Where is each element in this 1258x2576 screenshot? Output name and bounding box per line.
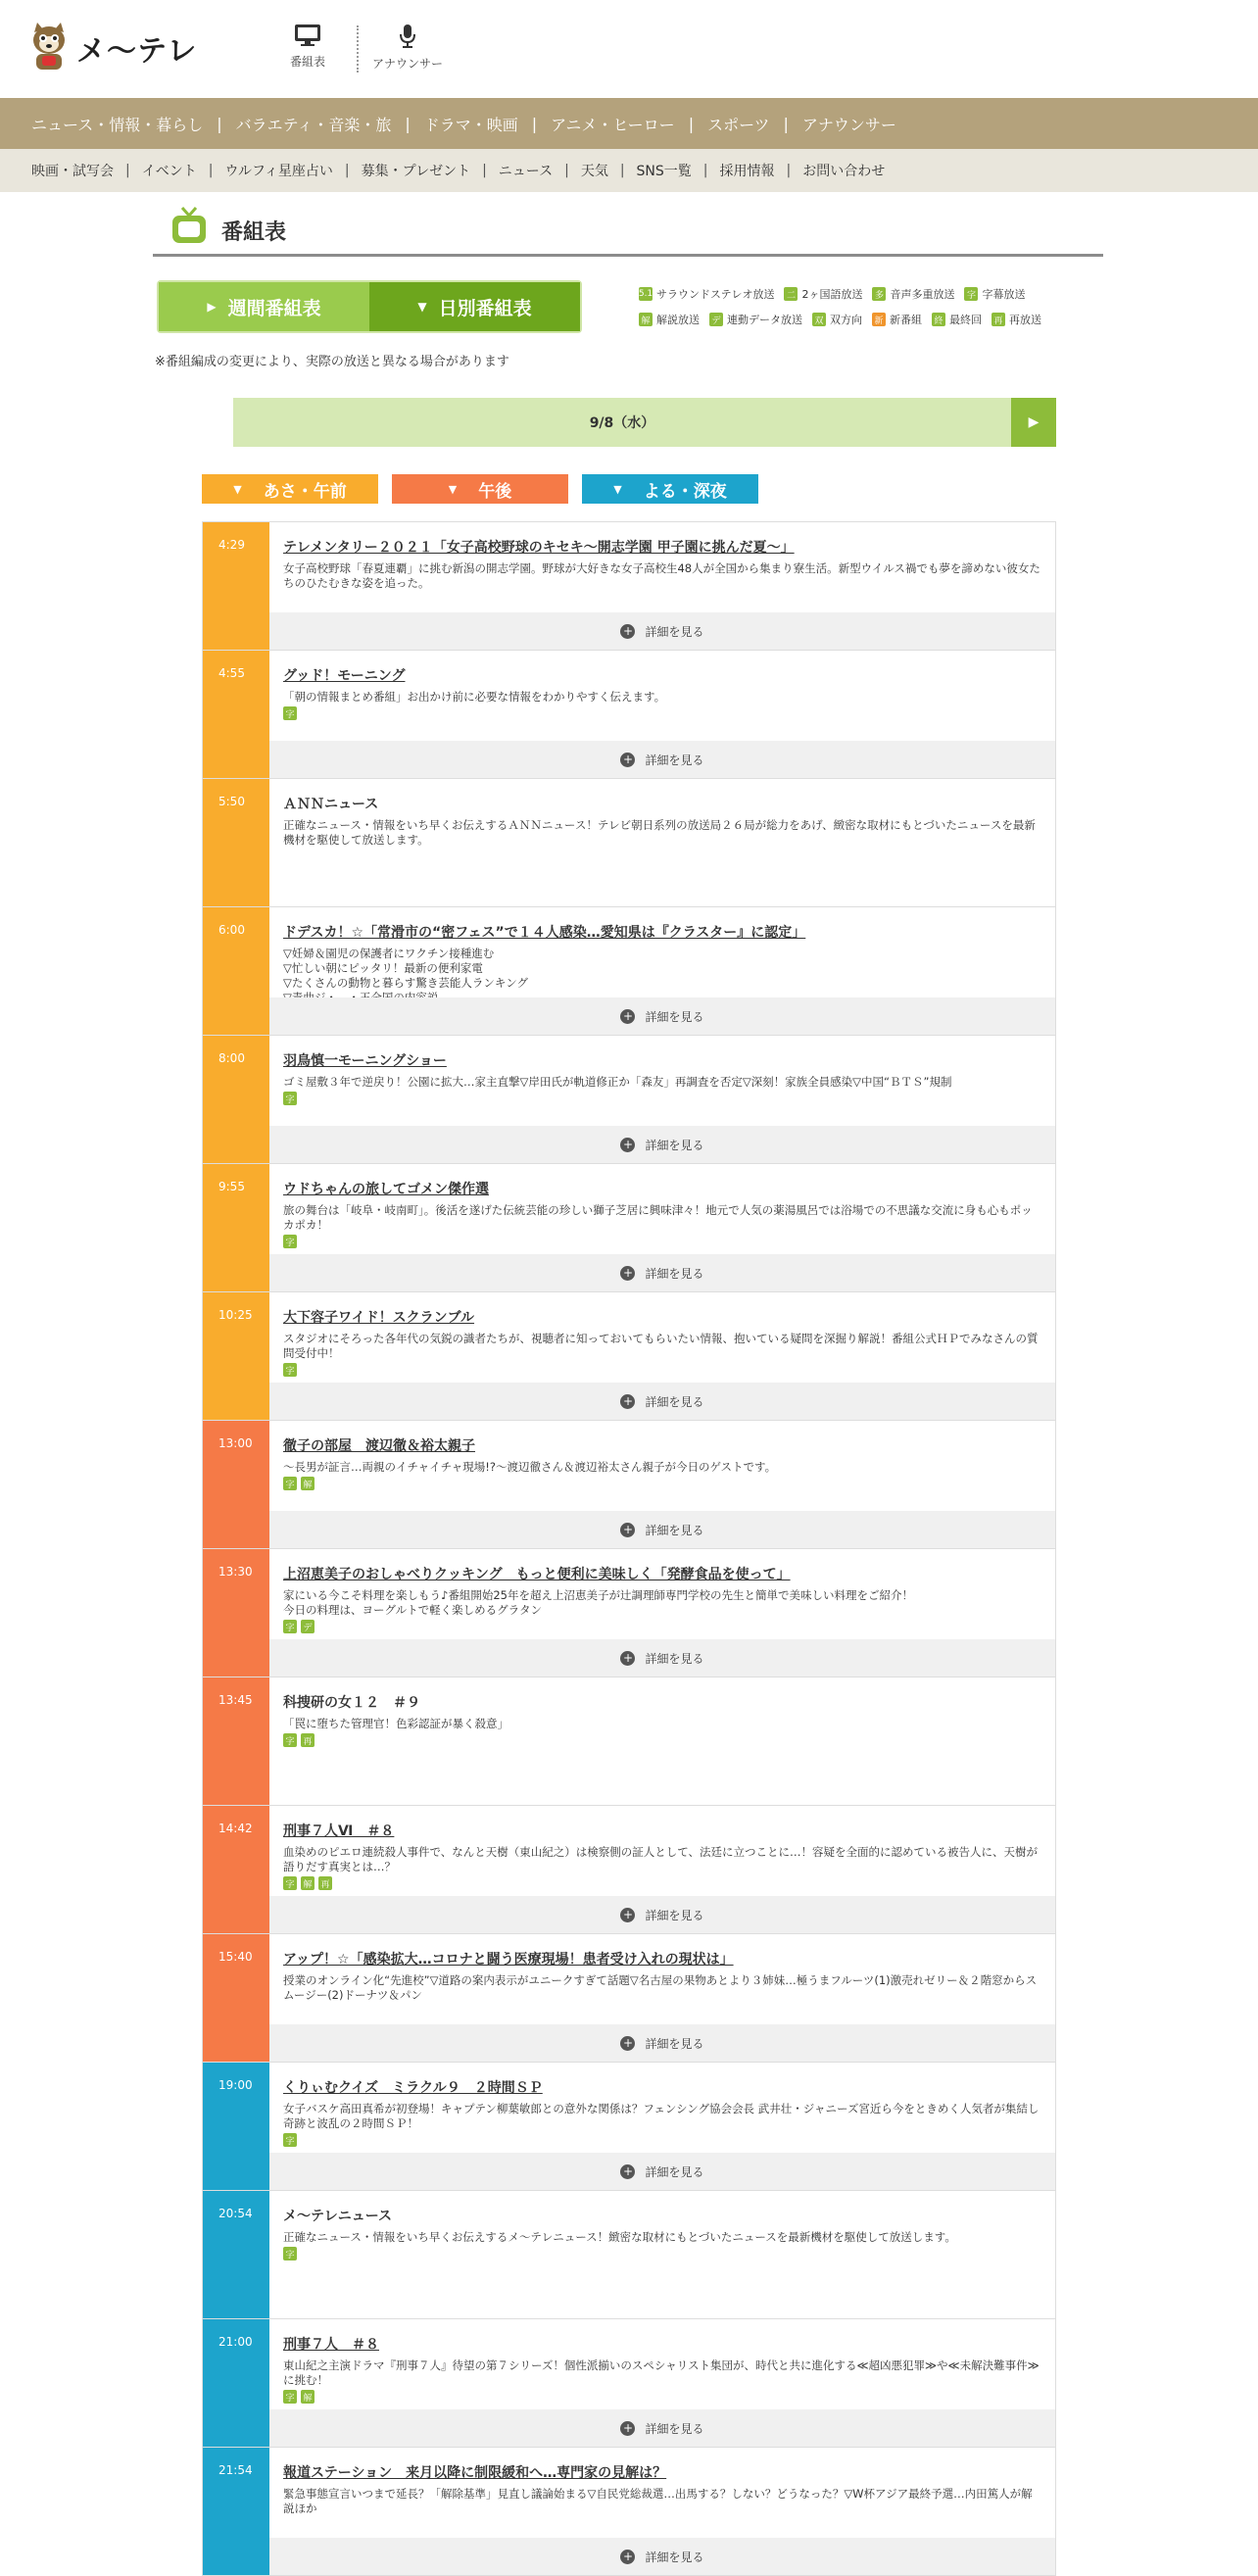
program-title[interactable]: 上沼恵美子のおしゃべりクッキング もっと便利に美味しく「発酵食品を使って」 <box>283 1567 791 1582</box>
legend-row <box>639 312 1070 327</box>
program-row <box>202 1934 1056 2063</box>
legend-label: 音声多重放送 <box>890 288 955 301</box>
tab-weekly-label: 週間番組表 <box>227 297 321 319</box>
details-button[interactable] <box>269 997 1055 1035</box>
program-row <box>202 2191 1056 2319</box>
header-divider <box>357 25 359 73</box>
program-description: ～長男が証言…両親のイチャイチャ現場!?～渡辺徹さん＆渡辺裕太さん親子が今日のゲストです。 <box>283 1460 777 1474</box>
program-description: 正確なニュース・情報をいち早くお伝えするＡＮＮニュース！テレビ朝日系列の放送局２６局が総力をあげ、緻密な取材にもとづいたニュースを最新機材を駆使して放送します。 <box>283 818 1036 847</box>
broadcast-legend <box>639 286 1070 337</box>
broadcast-badge-icon: 再 <box>301 1733 314 1747</box>
program-title[interactable]: 徹子の部屋 渡辺徹＆裕太親子 <box>283 1438 475 1454</box>
nav-separator: | <box>344 163 350 178</box>
program-badges <box>283 1235 1041 1248</box>
program-row <box>202 1421 1056 1549</box>
nav-primary-sports[interactable]: スポーツ <box>707 115 770 134</box>
broadcast-badge-icon: 解 <box>301 1876 314 1890</box>
nav-primary-anime[interactable]: アニメ・ヒーロー <box>551 115 675 134</box>
nav-separator: | <box>208 163 214 178</box>
announcer-link[interactable] <box>370 24 445 72</box>
program-body <box>283 2335 1041 2409</box>
details-label: 詳細を見る <box>645 1266 704 1281</box>
legend-label: 新番組 <box>890 314 922 326</box>
nav-separator: | <box>564 163 569 178</box>
broadcast-badge-icon: 字 <box>283 2390 297 2404</box>
broadcast-badge-icon: 字 <box>283 1092 297 1105</box>
program-body <box>283 1051 1041 1126</box>
program-description: 授業のオンライン化“先進校”▽道路の案内表示がユニークすぎて話題▽名古屋の果物あとより３姉妹…極うまフルーツ(1)激売れゼリー＆２階窓からスムージー(2)ドーナツ＆パン <box>283 1973 1038 2002</box>
time-morning-button[interactable] <box>202 474 378 504</box>
program-badges <box>283 1092 1041 1105</box>
details-button[interactable] <box>269 1639 1055 1677</box>
multiplex-icon: 多 <box>872 287 886 301</box>
legend-item <box>709 312 802 327</box>
legend-label: 解説放送 <box>656 314 700 326</box>
nav-secondary-event[interactable]: イベント <box>141 164 197 179</box>
program-description: 女子高校野球「春夏連覇」に挑む新潟の開志学園。野球が大好きな女子高校生48人が全国から集まり寮生活。新型ウイルス禍でも夢を諦めない彼女たちのひたむきな姿を追った。 <box>283 561 1040 590</box>
nav-secondary-present[interactable]: 募集・プレゼント <box>361 164 471 179</box>
microphone-icon <box>398 24 417 49</box>
details-button[interactable] <box>269 1383 1055 1420</box>
nav-separator: | <box>783 114 789 133</box>
program-row <box>202 1677 1056 1806</box>
tab-weekly[interactable] <box>159 282 369 331</box>
program-time: 10:25 <box>203 1292 269 1420</box>
broadcast-badge-icon: 字 <box>283 1876 297 1890</box>
details-button[interactable] <box>269 741 1055 778</box>
bilingual-icon: 二 <box>784 287 798 301</box>
time-night-button[interactable] <box>582 474 758 504</box>
program-badges <box>283 2133 1041 2147</box>
nav-secondary-contact[interactable]: お問い合わせ <box>802 164 886 179</box>
details-label: 詳細を見る <box>645 1651 704 1666</box>
plus-circle-icon: + <box>620 1138 635 1152</box>
program-description: 「罠に堕ちた管理官！色彩認証が暴く殺意」 <box>283 1717 508 1730</box>
program-title[interactable]: グッド！モーニング <box>283 668 406 684</box>
nav-secondary-sns[interactable]: SNS一覧 <box>636 164 692 179</box>
program-time: 13:00 <box>203 1421 269 1548</box>
program-row <box>202 1549 1056 1677</box>
plus-circle-icon: + <box>620 1394 635 1409</box>
legend-item <box>992 312 1041 327</box>
program-time: 20:54 <box>203 2191 269 2318</box>
details-label: 詳細を見る <box>645 2550 704 2564</box>
program-description: 旅の舞台は「岐阜・岐南町」。後活を遂げた伝統芸能の珍しい獅子芝居に興味津々！地元で人気の薬湯風呂では浴場での不思議な交流に身も心もポッカポカ！ <box>283 1203 1033 1232</box>
tab-daily[interactable] <box>369 282 580 331</box>
program-description: 正確なニュース・情報をいち早くお伝えするメ～テレニュース！緻密な取材にもとづいたニュースを最新機材を駆使して放送します。 <box>283 2230 956 2244</box>
broadcast-badge-icon: 字 <box>283 2247 297 2260</box>
legend-label: 再放送 <box>1009 314 1041 326</box>
legend-item <box>639 312 700 327</box>
plus-circle-icon: + <box>620 1009 635 1024</box>
program-description: 家にいる今こそ料理を楽しもう♪番組開始25年を超え上沼恵美子が辻調理師専門学校の先生と簡単で美味しい料理をご紹介！ 今日の料理は、ヨーグルトで軽く楽しめるグラタン <box>283 1588 913 1617</box>
program-time: 19:00 <box>203 2063 269 2190</box>
details-label: 詳細を見る <box>645 1908 704 1922</box>
legend-label: 連動データ放送 <box>727 314 802 326</box>
program-title[interactable]: 刑事７人 ＃８ <box>283 2337 379 2353</box>
program-title[interactable]: くりぃむクイズ ミラクル９ ２時間ＳＰ <box>283 2080 543 2096</box>
program-time: 4:29 <box>203 522 269 650</box>
details-label: 詳細を見る <box>645 2421 704 2436</box>
page-title-section <box>153 202 1103 257</box>
time-night-label: よる・深夜 <box>643 481 727 502</box>
program-body <box>283 1565 1041 1639</box>
details-button[interactable] <box>269 2538 1055 2575</box>
broadcast-badge-icon: 字 <box>283 2133 297 2147</box>
program-description: スタジオにそろった各年代の気鋭の識者たちが、視聴者に知っておいてもらいたい情報、抱いている疑問を深掘り解説！番組公式ＨＰでみなさんの質問受付中！ <box>283 1332 1039 1360</box>
program-body <box>283 1950 1041 2024</box>
program-time: 6:00 <box>203 907 269 1035</box>
new-program-icon: 新 <box>872 313 886 326</box>
details-label: 詳細を見る <box>645 753 704 767</box>
current-date: 9/8（水） <box>589 415 655 431</box>
legend-item <box>964 286 1025 302</box>
details-button[interactable] <box>269 1511 1055 1548</box>
program-body <box>283 1180 1041 1254</box>
nav-secondary-movie[interactable]: 映画・試写会 <box>31 164 114 179</box>
plus-circle-icon: + <box>620 2036 635 2051</box>
nav-separator: | <box>531 114 538 133</box>
legend-item <box>639 286 774 302</box>
next-day-button[interactable] <box>1011 398 1056 447</box>
tv-schedule-label: 番組表 <box>289 55 325 69</box>
rerun-icon: 再 <box>992 313 1005 326</box>
details-button[interactable] <box>269 612 1055 650</box>
program-badges <box>283 1876 1041 1890</box>
program-title[interactable]: テレメンタリー２０２１「女子高校野球のキセキ～開志学園 甲子園に挑んだ夏～」 <box>283 540 795 556</box>
program-badges <box>283 2390 1041 2404</box>
legend-item <box>872 312 922 327</box>
program-body <box>283 795 1041 869</box>
legend-label: サラウンドステレオ放送 <box>656 288 775 301</box>
program-title: ＡＮＮニュース <box>283 797 379 812</box>
tv-schedule-link[interactable] <box>286 24 329 70</box>
nav-primary-drama[interactable]: ドラマ・映画 <box>423 115 518 134</box>
time-afternoon-label: 午後 <box>478 481 512 502</box>
final-episode-icon: 終 <box>932 313 945 326</box>
legend-label: 2ヶ国語放送 <box>801 288 863 301</box>
plus-circle-icon: + <box>620 1651 635 1666</box>
broadcast-badge-icon: 字 <box>283 1363 297 1377</box>
program-time: 14:42 <box>203 1806 269 1933</box>
nav-separator: | <box>125 163 130 178</box>
primary-nav <box>0 98 1258 149</box>
broadcast-badge-icon: 解 <box>301 2390 314 2404</box>
down-arrow-icon: ▼ <box>613 482 622 496</box>
legend-row <box>639 286 1070 302</box>
program-badges <box>283 1477 1041 1490</box>
program-description: ゴミ屋敷３年で逆戻り！公園に拡大…家主直撃▽岸田氏が軌道修正か「森友」再調査を否定▽深刻！家族全員感染▽中国“ＢＴＳ”規制 <box>283 1075 952 1089</box>
nav-separator: | <box>482 163 487 178</box>
nav-separator: | <box>786 163 792 178</box>
program-body <box>283 1436 1041 1511</box>
site-header <box>0 0 1258 98</box>
program-time: 8:00 <box>203 1036 269 1163</box>
legend-item <box>932 312 982 327</box>
details-label: 詳細を見る <box>645 624 704 639</box>
interactive-icon: 双 <box>812 313 826 326</box>
down-arrow-icon: ▼ <box>417 300 427 314</box>
tab-daily-label: 日別番組表 <box>438 297 532 319</box>
program-time: 9:55 <box>203 1164 269 1291</box>
program-title: 科捜研の女１２ ＃９ <box>283 1695 420 1711</box>
legend-label: 最終回 <box>949 314 982 326</box>
program-body <box>283 1693 1041 1768</box>
nav-secondary-recruit[interactable]: 採用情報 <box>719 164 775 179</box>
plus-circle-icon: + <box>620 2550 635 2564</box>
program-description: 血染めのピエロ連続殺人事件で、なんと天樹（東山紀之）は検察側の証人として、法廷に立つことに…！容疑を全面的に認めている被告人に、天樹が語りだす真実とは…？ <box>283 1845 1039 1873</box>
program-time: 21:00 <box>203 2319 269 2447</box>
program-badges <box>283 1733 1041 1747</box>
nav-separator: | <box>217 114 222 133</box>
details-button[interactable] <box>269 1896 1055 1933</box>
program-row <box>202 2319 1056 2448</box>
plus-circle-icon: + <box>620 624 635 639</box>
nav-primary-news[interactable]: ニュース・情報・暮らし <box>31 115 204 134</box>
program-time: 15:40 <box>203 1934 269 2062</box>
date-bar <box>233 398 1056 447</box>
program-badges <box>283 2247 1041 2260</box>
nav-separator: | <box>405 114 411 133</box>
program-time: 5:50 <box>203 779 269 906</box>
details-label: 詳細を見る <box>645 1009 704 1024</box>
details-button[interactable] <box>269 1254 1055 1291</box>
details-label: 詳細を見る <box>645 1138 704 1152</box>
details-label: 詳細を見る <box>645 2164 704 2179</box>
program-title[interactable]: 刑事７人Ⅵ ＃８ <box>283 1823 395 1839</box>
nav-separator: | <box>619 163 625 178</box>
down-arrow-icon: ▼ <box>448 482 458 496</box>
program-description: ▽妊婦＆園児の保護者にワクチン接種進む ▽忙しい朝にピッタリ！最新の便利家電 ▽たくさんの動物と暮らす驚き芸能人ランキング <box>283 947 528 990</box>
legend-item <box>784 286 862 302</box>
commentary-icon: 解 <box>639 313 653 326</box>
nav-secondary-weather[interactable]: 天気 <box>580 164 608 179</box>
program-body <box>283 2078 1041 2153</box>
site-logo[interactable] <box>27 22 214 74</box>
down-arrow-icon: ▼ <box>233 482 242 496</box>
program-description: 東山紀之主演ドラマ『刑事７人』待望の第７シリーズ！個性派揃いのスペシャリスト集団が、時代と共に進化する≪超凶悪犯罪≫や≪未解決難事件≫に挑む！ <box>283 2358 1040 2387</box>
broadcast-badge-icon: デ <box>301 1620 314 1633</box>
nav-secondary-horoscope[interactable]: ウルフィ星座占い <box>224 164 333 179</box>
program-time: 4:55 <box>203 651 269 778</box>
nav-secondary-news[interactable]: ニュース <box>498 164 554 179</box>
broadcast-badge-icon: 字 <box>283 1733 297 1747</box>
details-label: 詳細を見る <box>645 1523 704 1537</box>
schedule-tabs <box>157 280 582 333</box>
program-badges <box>283 1620 1041 1633</box>
broadcast-badge-icon: 字 <box>283 706 297 720</box>
program-badges <box>283 706 1041 720</box>
program-time: 13:30 <box>203 1549 269 1677</box>
tv-icon <box>294 24 321 47</box>
program-row <box>202 1036 1056 1164</box>
program-body <box>283 2463 1041 2538</box>
program-description: 女子バスケ高田真希が初登場！キャプテン柳葉敏郎との意外な関係は？フェンシング協会会長 武井壮・ジャニーズ宮近ら今をときめく人気者が集結し奇跡と波乱の２時間ＳＰ！ <box>283 2102 1040 2130</box>
program-body <box>283 1822 1041 1896</box>
program-row <box>202 907 1056 1036</box>
surround-icon: 5.1 <box>638 289 653 299</box>
broadcast-badge-icon: 字 <box>283 1620 297 1633</box>
secondary-nav <box>0 149 1258 192</box>
nav-primary-announcer[interactable]: アナウンサー <box>801 115 896 134</box>
program-description: 「朝の情報まとめ番組」お出かけ前に必要な情報をわかりやすく伝えます。 <box>283 690 666 704</box>
subtitle-icon: 字 <box>964 287 978 301</box>
program-row <box>202 1806 1056 1934</box>
program-body <box>283 538 1041 612</box>
time-morning-label: あさ・午前 <box>263 481 347 502</box>
program-body <box>283 2207 1041 2281</box>
program-body <box>283 1308 1041 1383</box>
broadcast-badge-icon: 字 <box>283 1477 297 1490</box>
schedule-notice: ※番組編成の変更により、実際の放送と異なる場合があります <box>155 355 509 369</box>
legend-item <box>872 286 954 302</box>
program-title[interactable]: 大下容子ワイド！スクランブル <box>283 1310 475 1326</box>
program-body <box>283 923 1041 997</box>
broadcast-badge-icon: 解 <box>301 1477 314 1490</box>
details-button[interactable] <box>269 2409 1055 2447</box>
announcer-label: アナウンサー <box>371 57 443 71</box>
mascot-logo-icon <box>27 23 71 73</box>
program-row <box>202 522 1056 651</box>
program-time: 21:54 <box>203 2448 269 2575</box>
program-title[interactable]: ウドちゃんの旅してゴメン傑作選 <box>283 1182 489 1197</box>
broadcast-badge-icon: 字 <box>283 1235 297 1248</box>
play-arrow-icon: ▶ <box>207 300 217 314</box>
page-title: 番組表 <box>221 220 287 245</box>
program-description: 緊急事態宣言いつまで延長？「解除基準」見直し議論始まる▽自民党総裁選…出馬する？しない？どうなった？▽W杯アジア最終予選…内田篤人が解説ほか <box>283 2487 1033 2515</box>
plus-circle-icon: + <box>620 753 635 767</box>
program-row <box>202 2063 1056 2191</box>
program-title: メ～テレニュース <box>283 2209 393 2224</box>
details-button[interactable] <box>269 2024 1055 2062</box>
details-button[interactable] <box>269 1126 1055 1163</box>
nav-primary-variety[interactable]: バラエティ・音楽・旅 <box>235 115 392 134</box>
program-title[interactable]: 報道ステーション 来月以降に制限緩和へ…専門家の見解は？ <box>283 2465 667 2481</box>
plus-circle-icon: + <box>620 1908 635 1922</box>
program-list <box>202 521 1056 2564</box>
plus-circle-icon: + <box>620 2421 635 2436</box>
program-row <box>202 1292 1056 1421</box>
program-row <box>202 779 1056 907</box>
details-label: 詳細を見る <box>645 1394 704 1409</box>
details-label: 詳細を見る <box>645 2036 704 2051</box>
program-row <box>202 651 1056 779</box>
program-title[interactable]: ドデスカ！☆「常滑市の“密フェス”で１４人感染…愛知県は『クラスター』に認定」 <box>283 925 806 941</box>
data-broadcast-icon: デ <box>709 313 723 326</box>
program-title[interactable]: 羽鳥慎一モーニングショー <box>283 1053 447 1069</box>
plus-circle-icon: + <box>620 1523 635 1537</box>
legend-label: 字幕放送 <box>982 288 1026 301</box>
broadcast-badge-icon: 再 <box>318 1876 332 1890</box>
program-time: 13:45 <box>203 1677 269 1805</box>
plus-circle-icon: + <box>620 1266 635 1281</box>
program-row <box>202 1164 1056 1292</box>
time-afternoon-button[interactable] <box>392 474 568 504</box>
logo-text: メ～テレ <box>76 34 198 69</box>
legend-item <box>812 312 862 327</box>
nav-separator: | <box>702 163 708 178</box>
program-body <box>283 666 1041 741</box>
chevron-right-icon: ▶ <box>1028 414 1040 430</box>
legend-label: 双方向 <box>830 314 862 326</box>
nav-separator: | <box>688 114 695 133</box>
program-row <box>202 2448 1056 2576</box>
details-button[interactable] <box>269 2153 1055 2190</box>
program-title[interactable]: アップ！☆「感染拡大…コロナと闘う医療現場！患者受け入れの現状は」 <box>283 1952 734 1968</box>
tv-green-icon <box>170 206 208 245</box>
program-badges <box>283 1363 1041 1377</box>
plus-circle-icon: + <box>620 2164 635 2179</box>
